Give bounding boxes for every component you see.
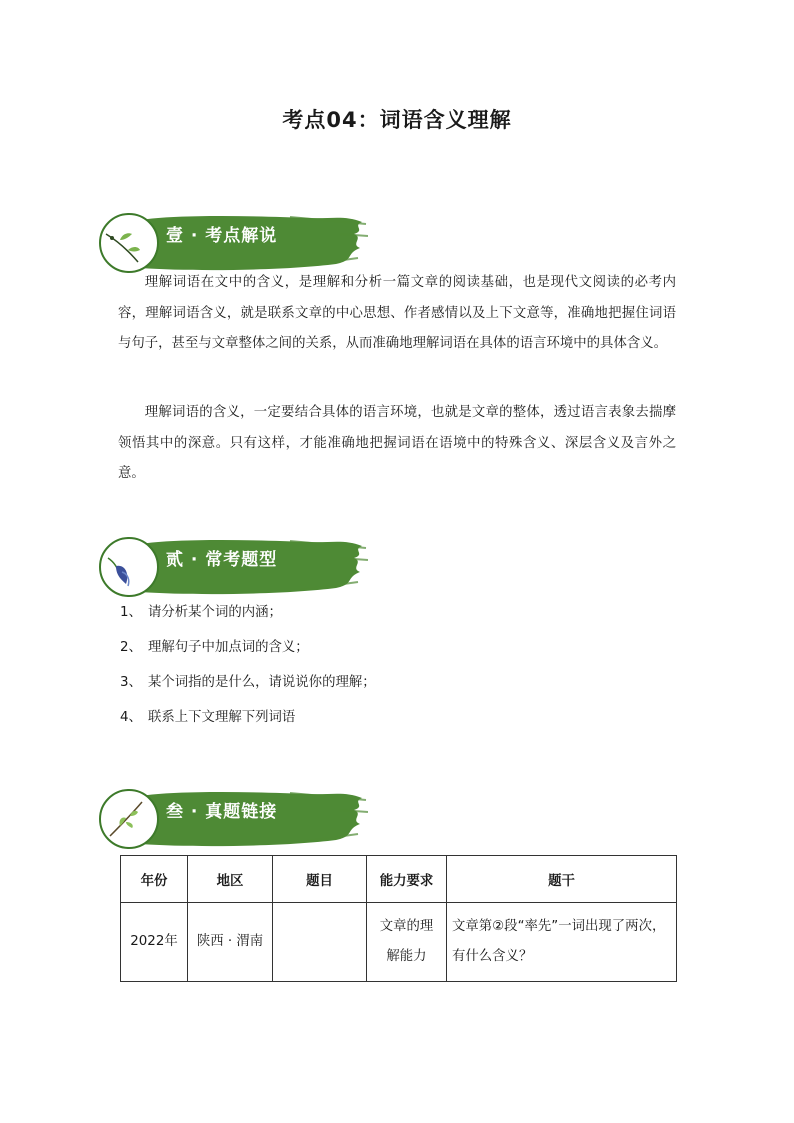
column-header-ability: 能力要求 <box>367 856 447 903</box>
cell-ability <box>367 903 447 982</box>
list-text: 请分析某个词的内涵； <box>148 605 282 620</box>
question-type-list <box>120 603 376 743</box>
list-item <box>120 673 376 708</box>
column-header-stem: 题干 <box>447 856 677 903</box>
list-text: 联系上下文理解下列词语 <box>148 710 296 725</box>
section-header-3 <box>98 788 368 852</box>
table-header-row <box>121 856 677 903</box>
flower-icon <box>98 536 160 598</box>
list-number: 2、 <box>120 640 142 655</box>
sprout-icon <box>98 212 160 274</box>
list-text: 理解句子中加点词的含义； <box>148 640 309 655</box>
section-header-1 <box>98 212 368 276</box>
table-row <box>121 903 677 982</box>
exam-links-table <box>120 855 677 982</box>
intro-paragraph-2: 理解词语的含义，一定要结合具体的语言环境，也就是文章的整体，透过语言表象去揣摩领悟其中的深意。只有这样，才能准确地把握词语在语境中的特殊含义、深层含义及言外之意。 <box>118 405 676 481</box>
list-item <box>120 638 376 673</box>
section-heading: 叁 · 真题链接 <box>166 802 278 822</box>
cell-title <box>273 903 367 982</box>
list-item <box>120 603 376 638</box>
list-number: 3、 <box>120 675 142 690</box>
section-heading: 壹 · 考点解说 <box>166 226 278 246</box>
branch-icon <box>98 788 160 850</box>
column-header-title: 题目 <box>273 856 367 903</box>
list-item <box>120 708 376 743</box>
section-header-2 <box>98 536 368 600</box>
section-heading: 贰 · 常考题型 <box>166 550 278 570</box>
column-header-region: 地区 <box>188 856 273 903</box>
intro-paragraph-1: 理解词语在文中的含义，是理解和分析一篇文章的阅读基础，也是现代文阅读的必考内容，理解词语含义，就是联系文章的中心思想、作者感情以及上下文意等，准确地把握住词语与句子，甚至与文章整体之间的关系，从而准确地理解词语在具体的语言环境中的具体含义。 <box>118 275 676 351</box>
cell-region: 陕西 · 渭南 <box>188 903 273 982</box>
list-number: 4、 <box>120 710 142 725</box>
cell-year: 2022年 <box>121 903 188 982</box>
list-number: 1、 <box>120 605 142 620</box>
page-title: 考点04：词语含义理解 <box>282 108 512 132</box>
cell-stem: 文章第②段“率先”一词出现了两次，有什么含义？ <box>447 903 677 982</box>
cell-ability-text: 文章的理解能力 <box>379 919 434 964</box>
column-header-year: 年份 <box>121 856 188 903</box>
list-text: 某个词指的是什么，请说说你的理解； <box>148 675 376 690</box>
